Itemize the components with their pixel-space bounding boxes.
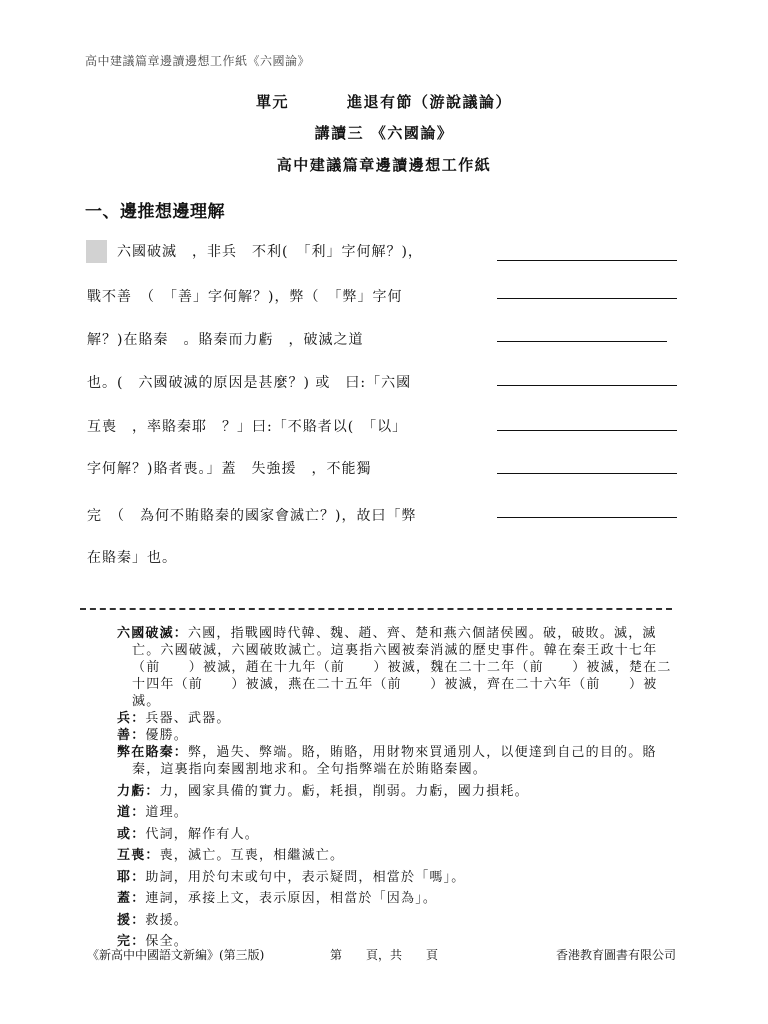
note-item — [117, 710, 677, 727]
passage-line: 戰不善 （ 「善」字何解？)，弊（ 「弊」字何 — [87, 289, 403, 305]
note-term: 弊在賂秦： — [117, 745, 189, 760]
note-term: 善： — [117, 728, 146, 743]
note-item — [117, 869, 677, 886]
passage-line: 也。( 六國破滅的原因是甚麼？) 或 曰:「六國 — [87, 375, 412, 391]
passage-line: 六國破滅 ，非兵 不利( 「利」字何解？)， — [117, 244, 423, 260]
note-term: 援： — [117, 912, 146, 928]
answer-blank — [497, 341, 667, 342]
unit-name: 進退有節（游說議論） — [347, 93, 513, 111]
notes-divider — [80, 608, 672, 610]
note-definition: 救援。 — [145, 912, 189, 928]
passage-line: 字何解？)賂者喪。」蓋 失強援 ，不能獨 — [87, 461, 372, 477]
note-item — [117, 912, 677, 929]
note-term: 兵： — [117, 711, 146, 726]
note-definition: 六國，指戰國時代韓、魏、趙、齊、楚和燕六個諸侯國。破，破敗。滅，滅亡。六國破滅，六國破敗滅亡。這裏指六國被秦消滅的歷史事件。韓在秦王政十七年（前 ）被滅，趙在十九年（前 ）被滅，魏在二十二年（前 ）被滅，楚在二十四年（前 ）被滅，燕在二十五年（前 ）被滅，齊在二十六年（前 ）被滅。 — [132, 626, 672, 709]
answer-blank — [497, 473, 677, 474]
note-item — [117, 727, 677, 744]
answer-blank — [497, 385, 677, 386]
note-term: 或： — [117, 826, 146, 842]
lesson-title: 講讀三 《六國論》 — [314, 124, 454, 142]
passage-line: 互喪 ，率賂秦耶 ？」曰:「不賂者以( 「以」 — [87, 419, 408, 435]
note-term: 蓋： — [117, 891, 146, 906]
note-definition: 力，國家具備的實力。虧，耗損，削弱。力虧，國力損耗。 — [159, 783, 529, 799]
document-header: 高中建議篇章邊讀邊想工作紙《六國論》 — [85, 54, 311, 68]
note-item — [117, 625, 677, 710]
answer-blank — [497, 298, 677, 299]
note-definition: 代詞，解作有人。 — [145, 826, 260, 842]
note-item — [117, 744, 677, 778]
answer-blank — [497, 430, 677, 431]
notes-list — [117, 625, 677, 950]
note-definition: 優勝。 — [145, 728, 189, 743]
unit-label: 單元 — [255, 93, 289, 111]
passage-line: 完 （ 為何不賄賂秦的國家會滅亡？)，故曰「弊 — [87, 508, 417, 524]
unit-title — [0, 91, 768, 112]
note-term: 道： — [117, 805, 146, 820]
note-item — [117, 783, 677, 800]
footer-page-number: 第 頁，共 頁 — [330, 948, 439, 962]
note-term: 力虧： — [117, 783, 160, 799]
section-heading: 一、邊推想邊理解 — [85, 202, 225, 221]
note-definition: 助詞，用於句末或句中，表示疑問，相當於「嗎」。 — [145, 869, 466, 885]
note-term: 耶： — [117, 869, 146, 885]
footer-publisher: 香港教育圖書有限公司 — [555, 948, 676, 962]
worksheet-title: 高中建議篇章邊讀邊想工作紙 — [276, 156, 492, 174]
note-definition: 連詞，承接上文，表示原因，相當於「因為」。 — [145, 891, 438, 906]
footer-book-title: 《新高中中國語文新編》(第三版) — [87, 948, 265, 962]
passage-line: 在賂秦」也。 — [87, 550, 177, 566]
answer-blank — [497, 517, 677, 518]
answer-blank — [497, 260, 677, 261]
note-term: 完： — [117, 934, 146, 949]
note-item — [117, 804, 677, 821]
note-definition: 道理。 — [145, 805, 189, 820]
note-item — [117, 890, 677, 907]
note-definition: 兵器、武器。 — [145, 711, 231, 726]
marker-box — [86, 240, 107, 263]
note-term: 互喪： — [117, 848, 160, 863]
note-item — [117, 847, 677, 864]
note-definition: 喪，滅亡。互喪，相繼滅亡。 — [159, 848, 345, 863]
note-definition: 弊，過失、弊端。賂，賄賂，用財物來買通別人，以便達到自己的目的。賂秦，這裏指向秦國割地求和。全句指弊端在於賄賂秦國。 — [132, 745, 657, 777]
passage-line: 解？)在賂秦 。賂秦而力虧 ，破滅之道 — [87, 332, 364, 348]
note-definition: 保全。 — [145, 934, 189, 949]
note-item — [117, 826, 677, 843]
note-term: 六國破滅： — [117, 626, 189, 641]
page-footer — [0, 946, 768, 962]
